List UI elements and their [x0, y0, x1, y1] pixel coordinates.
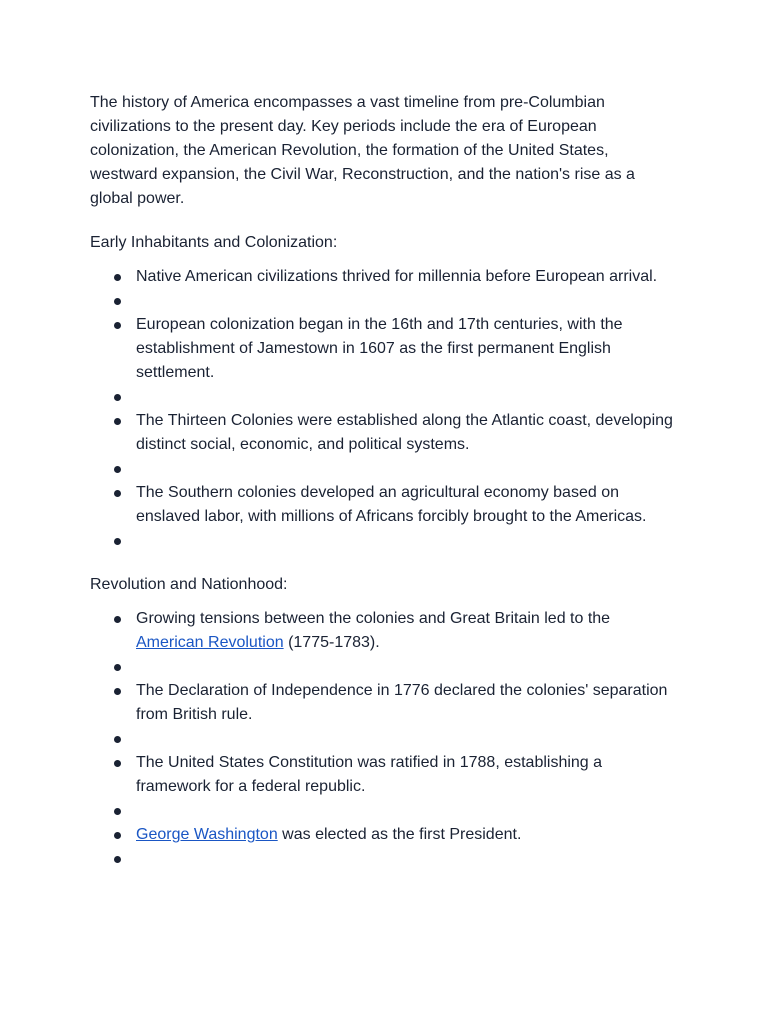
list-item	[90, 655, 680, 679]
section-heading-colonization: Early Inhabitants and Colonization:	[90, 234, 338, 251]
list-item	[90, 529, 680, 553]
list-item: The Thirteen Colonies were established along the Atlantic coast, developing distinct social, economic, and political systems.	[90, 409, 680, 457]
list-item-text: (1775-1783).	[283, 634, 380, 651]
list-item: European colonization began in the 16th and 17th centuries, with the establishment of Jamestown in 1607 as the first permanent English settlement.	[90, 313, 680, 385]
list-item-text: Growing tensions between the colonies and Great Britain led to the	[136, 610, 611, 627]
intro-paragraph: The history of America encompasses a vast timeline from pre-Columbian civilizations to the present day. Key periods include the era of European colonization, the American Revolution, the formation of the United States, westward expansion, the Civil War, Reconstruction, and the nation's rise as a global power.	[90, 94, 635, 207]
list-item: The Southern colonies developed an agricultural economy based on enslaved labor, with millions of Africans forcibly brought to the Americas.	[90, 481, 680, 529]
colonization-list	[90, 265, 680, 553]
list-item	[90, 799, 680, 823]
list-item-text: was elected as the first President.	[277, 826, 522, 843]
list-item	[90, 847, 680, 871]
list-item: Native American civilizations thrived for millennia before European arrival.	[90, 265, 680, 289]
list-item: The Declaration of Independence in 1776 declared the colonies' separation from British rule.	[90, 679, 680, 727]
american-revolution-link[interactable]: American Revolution	[136, 634, 284, 651]
list-item	[90, 607, 680, 655]
list-item	[90, 457, 680, 481]
george-washington-link[interactable]: George Washington	[136, 826, 278, 843]
list-item	[90, 385, 680, 409]
list-item	[90, 727, 680, 751]
section-heading-revolution: Revolution and Nationhood:	[90, 576, 288, 593]
list-item: The United States Constitution was ratified in 1788, establishing a framework for a federal republic.	[90, 751, 680, 799]
revolution-list	[90, 607, 680, 871]
list-item	[90, 289, 680, 313]
document-body	[90, 91, 680, 871]
list-item	[90, 823, 680, 847]
